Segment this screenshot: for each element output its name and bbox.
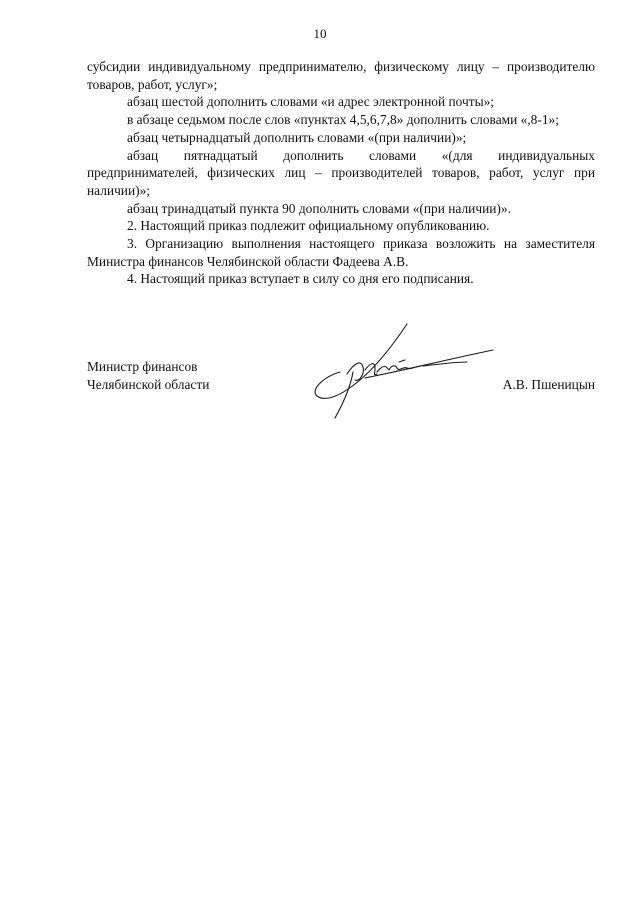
paragraph-amendment-6: абзац шестой дополнить словами «и адрес электронной почты»; — [127, 94, 494, 110]
signature-block — [87, 352, 595, 442]
signer-title-line1: Министр финансов — [87, 359, 198, 374]
document-body — [87, 58, 595, 288]
paragraph-item-2: 2. Настоящий приказ подлежит официальному опубликованию. — [127, 218, 490, 234]
paragraph-amendment-14: абзац четырнадцатый дополнить словами «(при наличии)»; — [127, 129, 467, 145]
paragraph-amendment-15: абзац пятнадцатый дополнить словами «(для индивидуальных предпринимателей, физических лиц – производителей товаров, работ, услуг при наличии)»; — [87, 147, 595, 198]
paragraph-amendment-90: абзац тринадцатый пункта 90 дополнить словами «(при наличии)». — [127, 200, 511, 216]
paragraph-item-4: 4. Настоящий приказ вступает в силу со дня его подписания. — [127, 271, 474, 287]
signer-title-line2: Челябинской области — [87, 377, 210, 392]
paragraph-continuation: субсидии индивидуальному предпринимателю, физическому лицу – производителю товаров, работ, услуг»; — [87, 59, 595, 92]
signer-name: А.В. Пшеницын — [502, 377, 595, 392]
handwritten-signature — [295, 322, 495, 422]
paragraph-item-3: 3. Организацию выполнения настоящего приказа возложить на заместителя Министра финансов Челябинской области Фадеева А.В. — [87, 236, 595, 269]
paragraph-amendment-7: в абзаце седьмом после слов «пунктах 4,5,6,7,8» дополнить словами «,8-1»; — [127, 112, 559, 128]
signer-title — [87, 358, 209, 394]
page-number: 10 — [313, 26, 327, 41]
